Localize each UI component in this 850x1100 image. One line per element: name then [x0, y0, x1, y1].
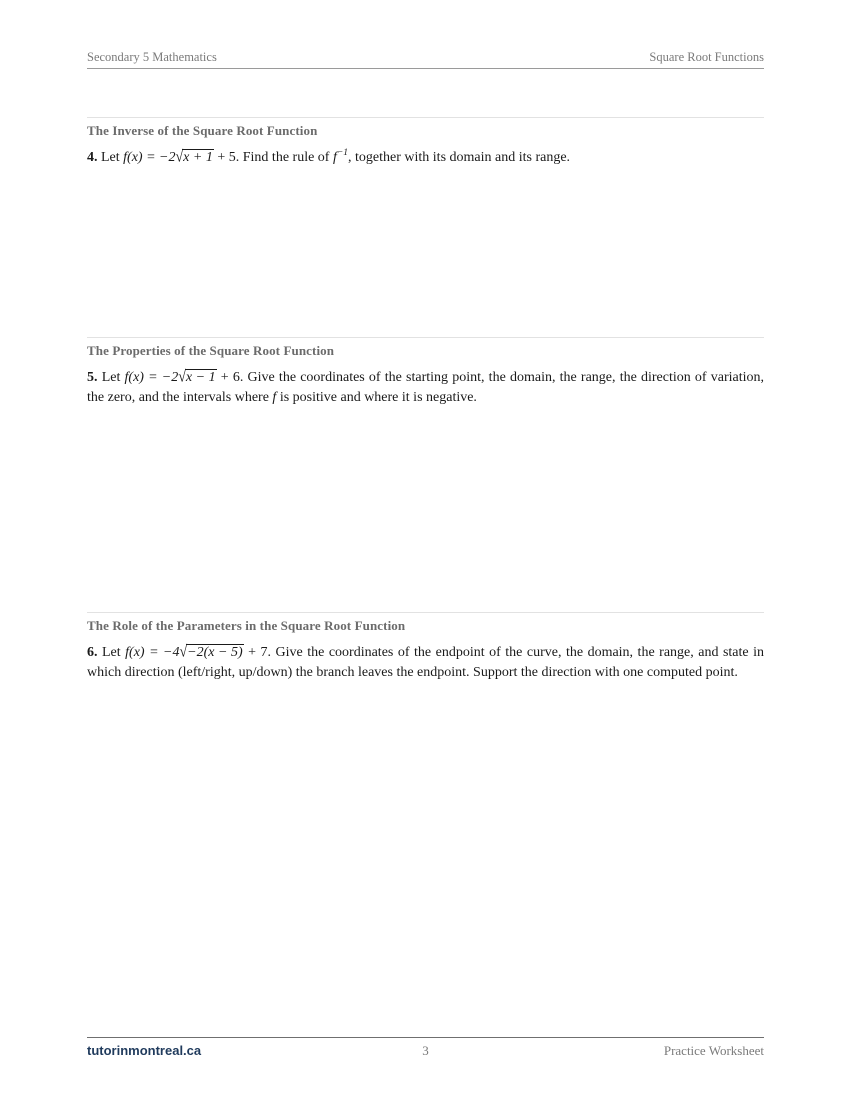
section-inverse: [87, 117, 764, 168]
header-topic: Square Root Functions: [649, 50, 764, 64]
question-number: 5.: [87, 370, 98, 385]
inverse-notation: [333, 150, 348, 165]
question-text: Find the rule of: [242, 150, 330, 165]
inverse-base: f: [332, 150, 337, 165]
radical-sign: √: [178, 368, 186, 387]
section-title: The Properties of the Square Root Function: [87, 343, 335, 358]
question-number: 4.: [87, 150, 98, 165]
question-lead: Let: [102, 645, 121, 660]
function-suffix: + 6.: [216, 370, 244, 385]
function-prefix: f(x) = −4: [125, 645, 180, 660]
question-4: [87, 148, 764, 168]
radical: [178, 368, 216, 388]
radicand: x − 1: [185, 370, 216, 385]
function-prefix: f(x) = −2: [123, 150, 176, 165]
question-lead: Let: [101, 370, 121, 385]
section-title: The Role of the Parameters in the Square Root Function: [87, 618, 406, 633]
question-text-end: is positive and where it is negative.: [279, 390, 477, 405]
question-text: Give the coordinates of the endpoint of the curve, the domain, the range, and state in which direction (left/right, up/down) the branch leaves the endpoint. Support the direction with one computed point.: [87, 645, 765, 680]
question-number: 6.: [87, 645, 98, 660]
function-rule: [125, 370, 244, 385]
footer-label: Practice Worksheet: [663, 1043, 764, 1058]
question-text: Give the coordinates of the starting point, the domain, the range, the direction of variation, the zero, and the intervals where: [87, 370, 765, 405]
header-course: Secondary 5 Mathematics: [87, 50, 217, 64]
function-rule: [125, 645, 271, 660]
question-6: [87, 643, 764, 683]
section-parameters: [87, 612, 764, 683]
radical: [179, 643, 243, 663]
radical-sign: √: [175, 148, 184, 167]
function-prefix: f(x) = −2: [124, 370, 179, 385]
radicand: −2(x − 5): [187, 645, 243, 660]
function-rule: [123, 150, 239, 165]
page-header: [87, 50, 764, 69]
section-title: The Inverse of the Square Root Function: [87, 123, 318, 138]
footer-site-link[interactable]: tutorinmontreal.ca: [87, 1043, 202, 1058]
function-suffix: + 5.: [213, 150, 240, 165]
question-text-end: , together with its domain and its range.: [348, 150, 571, 165]
radical: [175, 148, 213, 168]
radicand: x + 1: [183, 150, 213, 165]
radical-sign: √: [179, 643, 188, 662]
section-properties: [87, 337, 764, 408]
page-footer: [87, 1037, 764, 1059]
inverse-exponent: −1: [336, 148, 349, 158]
question-5: [87, 368, 764, 408]
function-variable: f: [272, 390, 277, 405]
page-number: 3: [422, 1043, 429, 1058]
question-lead: Let: [101, 150, 120, 165]
function-suffix: + 7.: [243, 645, 272, 660]
